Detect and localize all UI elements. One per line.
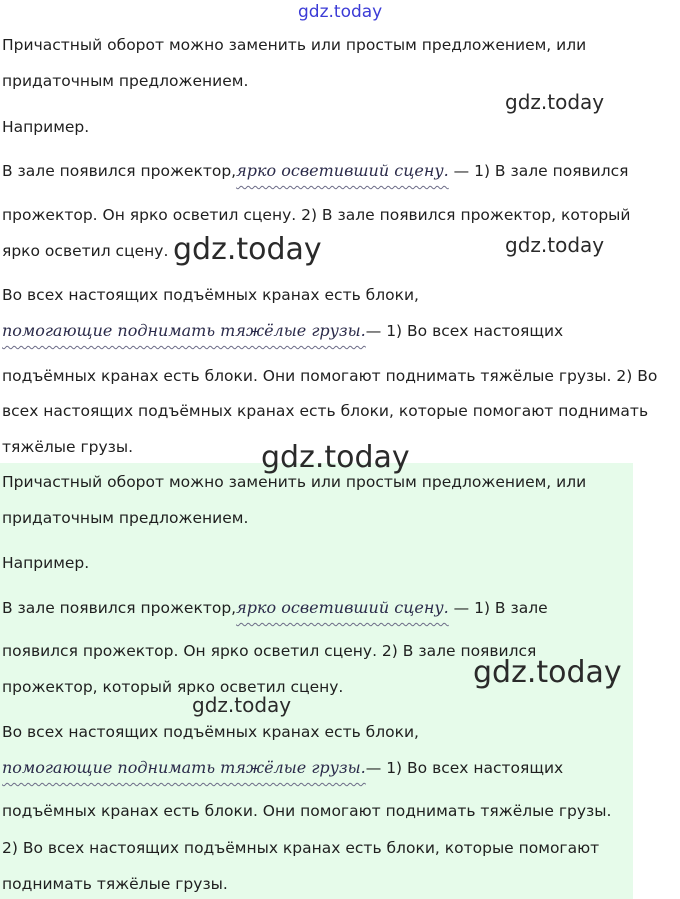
b2-p1-line2: придаточным предложением. (2, 509, 249, 527)
b2-e2-line4: 2) Во всех настоящих подъёмных кранах есть блоки, которые помогают (2, 839, 600, 857)
b1-example-label: Например. (2, 118, 90, 136)
b2-e2-line5: поднимать тяжёлые грузы. (2, 875, 228, 893)
watermark-1: gdz.today (505, 90, 605, 114)
b1-e1-handwritten: ярко осветивший сцену. (236, 161, 449, 180)
b1-e1-end: — 1) В зале появился (453, 162, 629, 180)
b2-e1-line3: прожектор, который ярко осветил сцену. (2, 678, 344, 696)
watermark-2: gdz.today (173, 232, 322, 267)
b1-p1-line2: придаточным предложением. (2, 72, 249, 90)
b2-e1-end: — 1) В зале (453, 599, 548, 617)
b1-e2-line1: Во всех настоящих подъёмных кранах есть блоки, (2, 286, 419, 304)
b1-e2-line2 (2, 321, 563, 341)
b1-e2-handwritten: помогающие поднимать тяжёлые грузы. (2, 321, 366, 340)
b2-e1-line1 (2, 598, 548, 618)
watermark-3: gdz.today (505, 233, 605, 257)
b2-e1-start: В зале появился прожектор, (2, 599, 237, 617)
b2-e1-handwritten: ярко осветивший сцену. (236, 598, 449, 617)
b1-e2-line3: подъёмных кранах есть блоки. Они помогают поднимать тяжёлые грузы. 2) Во (2, 367, 658, 385)
b2-example-label: Например. (2, 554, 90, 572)
b2-e1-line2: появился прожектор. Он ярко осветил сцену. 2) В зале появился (2, 642, 537, 660)
b1-e2-end: — 1) Во всех настоящих (365, 322, 564, 340)
b1-e2-line4: всех настоящих подъёмных кранах есть блоки, которые помогают поднимать (2, 402, 649, 420)
top-watermark: gdz.today (298, 2, 383, 22)
b2-e2-handwritten: помогающие поднимать тяжёлые грузы. (2, 758, 366, 777)
b1-e1-line3: ярко осветил сцену. (2, 242, 169, 260)
b1-e2-line5: тяжёлые грузы. (2, 438, 134, 456)
b1-e1-line1 (2, 161, 629, 181)
b1-p1-line1: Причастный оборот можно заменить или простым предложением, или (2, 36, 587, 54)
b1-e1-start: В зале появился прожектор, (2, 162, 237, 180)
watermark-6: gdz.today (192, 693, 292, 717)
b2-e2-line2 (2, 758, 563, 778)
watermark-4: gdz.today (261, 440, 410, 475)
b1-e1-line2: прожектор. Он ярко осветил сцену. 2) В зале появился прожектор, который (2, 206, 631, 224)
b2-e2-line1: Во всех настоящих подъёмных кранах есть блоки, (2, 723, 419, 741)
b2-e2-line3: подъёмных кранах есть блоки. Они помогают поднимать тяжёлые грузы. (2, 802, 612, 820)
watermark-5: gdz.today (473, 655, 622, 690)
b2-e2-end: — 1) Во всех настоящих (365, 759, 564, 777)
b2-p1-line1: Причастный оборот можно заменить или простым предложением, или (2, 473, 587, 491)
